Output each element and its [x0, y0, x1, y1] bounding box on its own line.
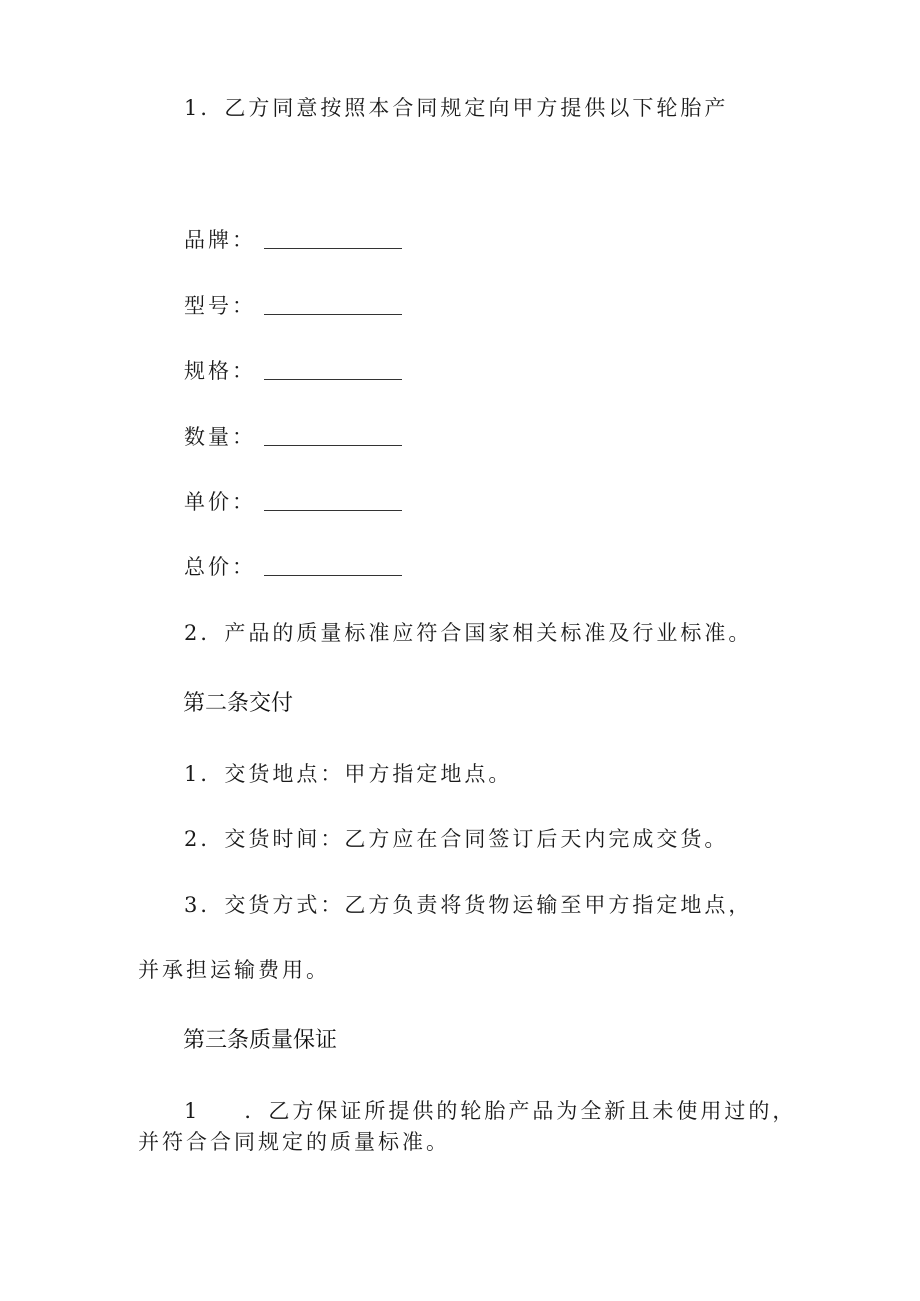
field-unit-price-blank — [264, 510, 402, 511]
field-total-price-blank — [264, 575, 402, 576]
field-model — [184, 292, 256, 320]
field-spec-blank — [264, 379, 402, 380]
section3-title: 第三条质量保证 — [183, 1028, 338, 1053]
section2-item2: 2．交货时间：乙方应在合同签订后天内完成交货。 — [184, 827, 729, 851]
field-brand-blank — [264, 248, 402, 249]
section1-item2: 2．产品的质量标准应符合国家相关标准及行业标准。 — [184, 621, 753, 645]
section2-item3-line2: 并承担运输费用。 — [138, 958, 330, 982]
section3-item1-line2: 并符合合同规定的质量标准。 — [138, 1130, 450, 1154]
section3-item1-line1 — [184, 1097, 796, 1125]
field-quantity — [184, 423, 256, 451]
field-unit-price — [184, 488, 256, 516]
field-model-label: 型号： — [184, 294, 256, 318]
section2-item1: 1．交货地点：甲方指定地点。 — [184, 762, 513, 786]
field-brand-label: 品牌： — [184, 228, 256, 252]
section3-item1-text: ．乙方保证所提供的轮胎产品为全新且未使用过的， — [244, 1099, 797, 1123]
section1-item1: 1．乙方同意按照本合同规定向甲方提供以下轮胎产 — [184, 96, 729, 120]
field-unit-price-label: 单价： — [184, 490, 256, 514]
field-brand — [184, 226, 256, 254]
field-quantity-label: 数量： — [184, 425, 256, 449]
field-total-price-label: 总价： — [184, 555, 256, 579]
section3-item1-number: 1 — [184, 1099, 201, 1123]
section2-item3-line1: 3．交货方式：乙方负责将货物运输至甲方指定地点， — [184, 893, 753, 917]
field-spec-label: 规格： — [184, 359, 256, 383]
field-quantity-blank — [264, 445, 402, 446]
field-total-price — [184, 553, 256, 581]
field-model-blank — [264, 314, 402, 315]
field-spec — [184, 357, 256, 385]
section2-title: 第二条交付 — [183, 691, 294, 716]
